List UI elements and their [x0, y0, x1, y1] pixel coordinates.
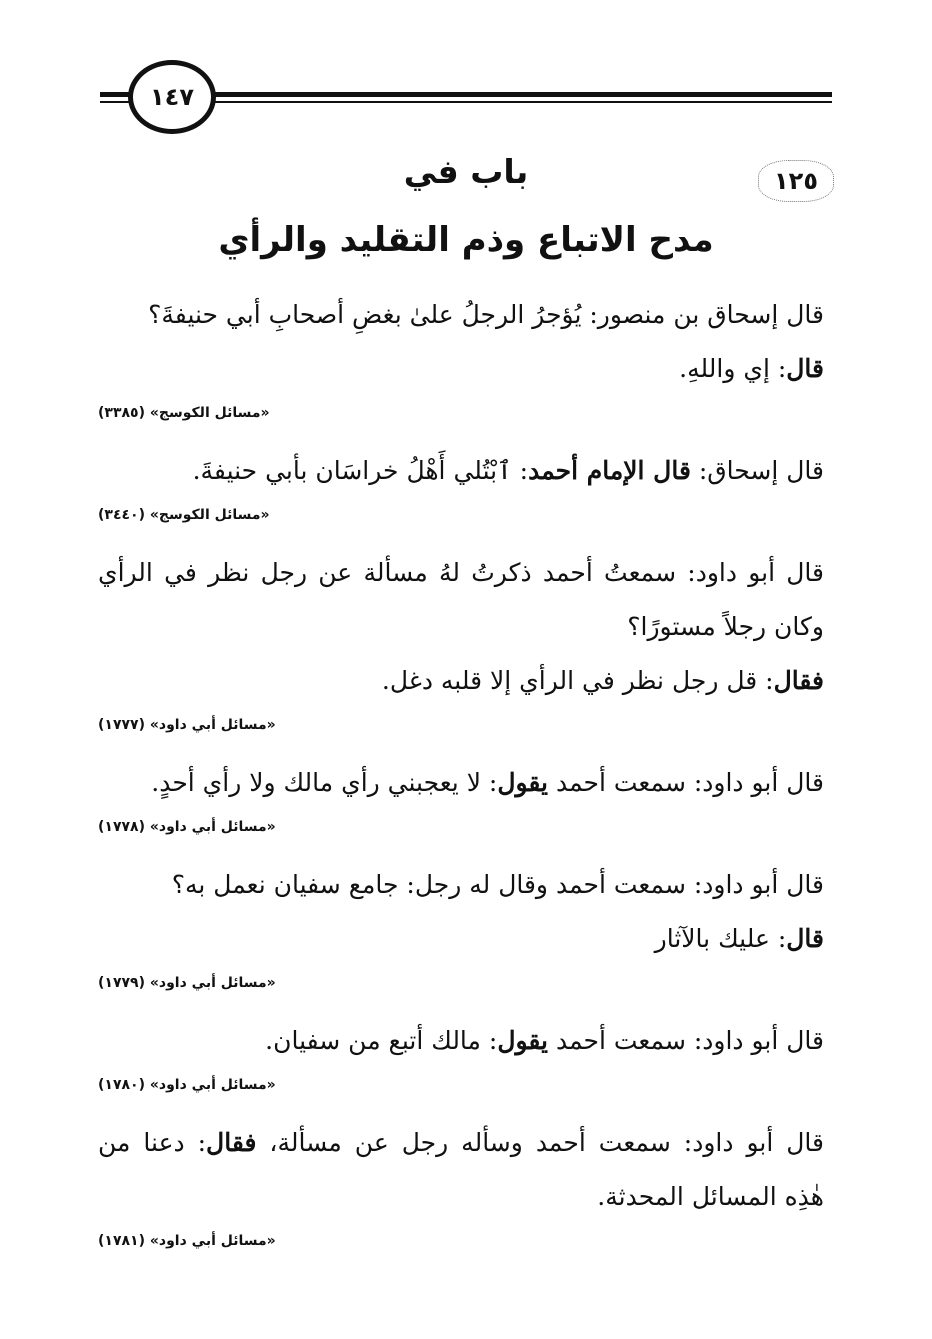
narration-entry: [98, 1116, 824, 1252]
narration-entry: [98, 1014, 824, 1096]
page-number: ١٤٧: [150, 83, 194, 111]
source-citation: «مسائل أبي داود» (١٧٧٩): [98, 975, 276, 991]
chapter-number: ١٢٥: [774, 167, 818, 195]
narration-entry: [98, 288, 824, 424]
page-content: [98, 288, 824, 1272]
text-line: وكان رجلاً مستورًا؟: [627, 612, 824, 641]
text-line: قال أبو داود: سمعت أحمد يقول: لا يعجبني رأي مالك ولا رأي أحدٍ.: [151, 768, 824, 797]
chapter-title-line2: مدح الاتباع وذم التقليد والرأي: [218, 220, 714, 260]
text-line: قال إسحاق بن منصور: يُؤجرُ الرجلُ علىٰ بغضِ أصحابِ أبي حنيفةَ؟: [148, 300, 824, 329]
source-citation: «مسائل أبي داود» (١٧٨١): [98, 1233, 276, 1249]
text-line: فقال: قل رجل نظر في الرأي إلا قلبه دغل.: [381, 666, 824, 695]
page-number-badge: [128, 60, 216, 134]
source-citation: «مسائل الكوسج» (٣٤٤٠): [98, 507, 270, 523]
text-line: قال: عليك بالآثار: [654, 924, 824, 953]
text-line: قال أبو داود: سمعت أحمد وسأله رجل عن مسألة، فقال: دعنا من: [98, 1128, 824, 1157]
source-citation: «مسائل أبي داود» (١٧٧٧): [98, 717, 276, 733]
text-line: قال إسحاق: قال الإمام أحمد: ٱبْتُلي أَهْلُ خراسَان بأبي حنيفةَ.: [192, 456, 824, 485]
chapter-title-line1: باب في: [403, 152, 529, 191]
text-line: قال: إي واللهِ.: [679, 354, 824, 383]
text-line: قال أبو داود: سمعت أحمد وقال له رجل: جامع سفيان نعمل به؟: [171, 870, 824, 899]
narration-entry: [98, 858, 824, 994]
text-line: قال أبو داود: سمعتُ أحمد ذكرتُ لهُ مسألة عن رجل نظر في الرأي: [98, 558, 824, 587]
source-citation: «مسائل أبي داود» (١٧٨٠): [98, 1077, 276, 1093]
source-citation: «مسائل أبي داود» (١٧٧٨): [98, 819, 276, 835]
source-citation: «مسائل الكوسج» (٣٣٨٥): [98, 405, 270, 421]
narration-entry: [98, 444, 824, 526]
narration-entry: [98, 756, 824, 838]
text-line: هٰذِه المسائل المحدثة.: [597, 1182, 824, 1211]
narration-entry: [98, 546, 824, 736]
text-line: قال أبو داود: سمعت أحمد يقول: مالك أتبع من سفيان.: [265, 1026, 824, 1055]
